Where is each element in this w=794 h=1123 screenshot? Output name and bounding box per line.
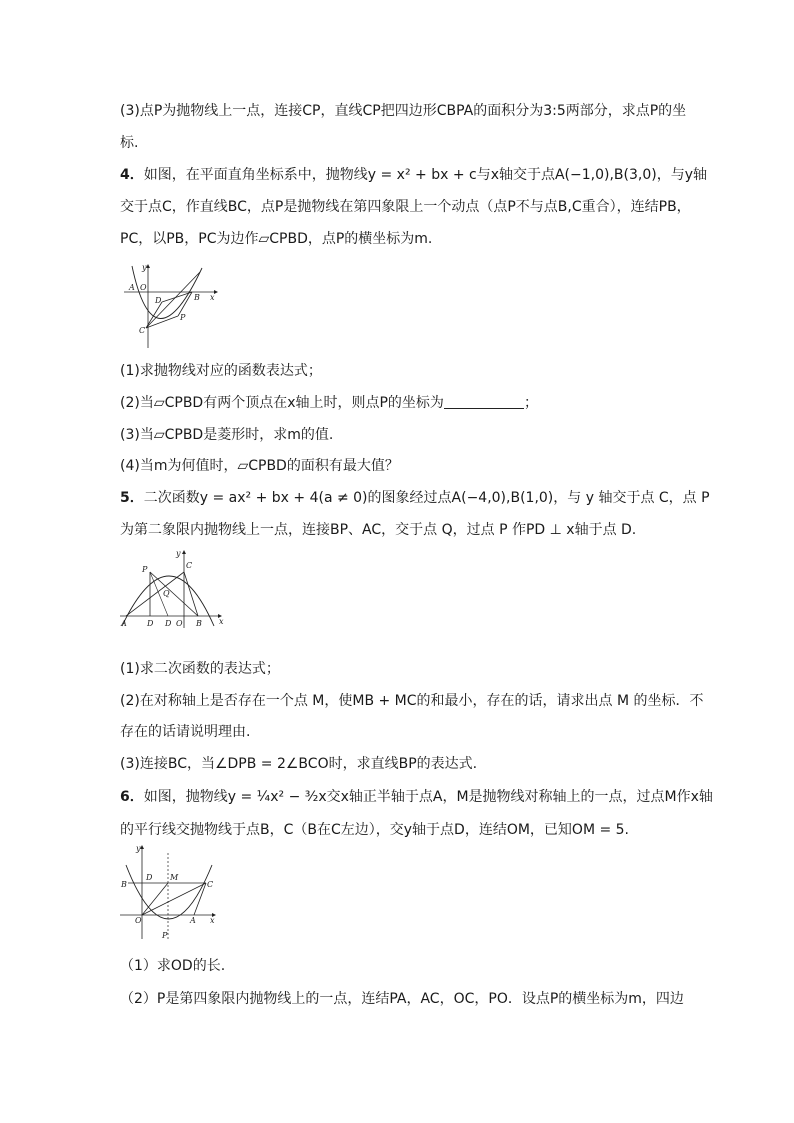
- label-o: O: [135, 916, 142, 925]
- label-x: x: [210, 916, 215, 925]
- problem4-figure: [120, 262, 220, 352]
- problem4-sub-1: (1)求抛物线对应的函数表达式；: [120, 363, 322, 379]
- label-y: y: [136, 844, 141, 853]
- problem6-sub-2: （2）P是第四象限内抛物线上的一点，连结PA，AC，OC，PO．设点P的横坐标为m，四边: [120, 991, 684, 1007]
- problem6-figure: [118, 843, 222, 941]
- segment-ac: [126, 572, 184, 616]
- label-d: D: [155, 296, 162, 305]
- label-o: O: [176, 619, 183, 628]
- q3-line-2: 标.: [120, 135, 139, 151]
- label-c: C: [207, 880, 214, 889]
- answer-blank: [444, 394, 524, 409]
- problem5-text-1: 二次函数y = ax² + bx + 4(a ≠ 0)的图象经过点A(−4,0),B(1,0)，与 y 轴交于点 C，点 P: [143, 490, 710, 506]
- problem6-line-1: [120, 787, 713, 807]
- label-d: D: [146, 873, 153, 882]
- problem4-text-1: 如图，在平面直角坐标系中，抛物线y = x² + bx + c与x轴交于点A(−1,0),B(3,0)，与y轴: [143, 167, 708, 183]
- problem4-sub-2: [120, 393, 538, 413]
- problem4-sub-2-text: (2)当▱CPBD有两个顶点在x轴上时，则点P的坐标为: [120, 395, 444, 411]
- problem5-line-1: [120, 488, 710, 508]
- label-x: x: [210, 293, 215, 302]
- problem5-figure: [118, 548, 228, 630]
- label-p: P: [142, 565, 148, 574]
- problem4-sub-3: (3)当▱CPBD是菱形时，求m的值.: [120, 427, 334, 443]
- problem5-sub-2-cont: 存在的话请说明理由.: [120, 724, 251, 740]
- problem6-line-2: 的平行线交抛物线于点B，C（B在C左边），交y轴于点D，连结OM，已知OM = 5.: [120, 822, 630, 838]
- label-x: x: [219, 617, 224, 626]
- problem5-sub-2: (2)在对称轴上是否存在一个点 M，使MB + MC的和最小，存在的话，请求出点 M 的坐标．不: [120, 693, 704, 709]
- label-a: A: [121, 619, 127, 628]
- problem4-line-2: 交于点C，作直线BC，点P是抛物线在第四象限上一个动点（点P不与点B,C重合），连结PB，: [120, 199, 691, 215]
- label-c: C: [186, 561, 193, 570]
- problem4-sub-4: (4)当m为何值时，▱CPBD的面积有最大值？: [120, 458, 399, 474]
- problem4-line-3: PC，以PB，PC为边作▱CPBD，点P的横坐标为m.: [120, 231, 433, 247]
- segment-om: [142, 883, 168, 915]
- problem5-number: 5．: [120, 490, 144, 506]
- label-b: B: [121, 880, 127, 889]
- problem6-sub-1: （1）求OD的长.: [120, 958, 226, 974]
- problem4-line-1: [120, 165, 707, 185]
- label-m: M: [170, 873, 179, 882]
- label-y: y: [176, 549, 181, 558]
- problem6-text-1: 如图，抛物线y = ¼x² − ³⁄₂x交x轴正半轴于点A，M是抛物线对称轴上的一点，过点M作x轴: [143, 789, 713, 805]
- problem6-number: 6．: [120, 789, 144, 805]
- problem4-number: 4．: [120, 167, 144, 183]
- x-axis-arrow: [214, 290, 218, 294]
- problem4-sub-2-end: ；: [523, 395, 538, 411]
- label-b: B: [194, 293, 200, 302]
- label-p: P: [180, 313, 186, 322]
- label-y: y: [142, 263, 147, 272]
- y-axis-arrow: [140, 845, 144, 849]
- label-a: A: [129, 283, 135, 292]
- segment-cp: [146, 316, 178, 328]
- problem5-sub-3: (3)连接BC，当∠DPB = 2∠BCO时，求直线BP的表达式.: [120, 756, 478, 772]
- label-a: A: [190, 916, 196, 925]
- label-d2: D: [165, 619, 172, 628]
- q3-line-1: (3)点P为抛物线上一点，连接CP，直线CP把四边形CBPA的面积分为3:5两部分，求点P的坐: [120, 103, 687, 119]
- label-o: O: [140, 283, 147, 292]
- label-b: B: [196, 619, 202, 628]
- parabola: [126, 865, 212, 919]
- segment-oc: [142, 883, 206, 915]
- label-d: D: [147, 619, 154, 628]
- label-q: Q: [163, 589, 170, 598]
- y-axis-arrow: [182, 550, 186, 554]
- label-c: C: [139, 326, 146, 335]
- problem5-sub-1: (1)求二次函数的表达式；: [120, 661, 280, 677]
- problem5-line-2: 为第二象限内抛物线上一点，连接BP、AC，交于点 Q，过点 P 作PD ⊥ x轴于点 D.: [120, 522, 637, 538]
- label-p: P: [162, 931, 168, 940]
- y-axis-arrow: [146, 264, 150, 268]
